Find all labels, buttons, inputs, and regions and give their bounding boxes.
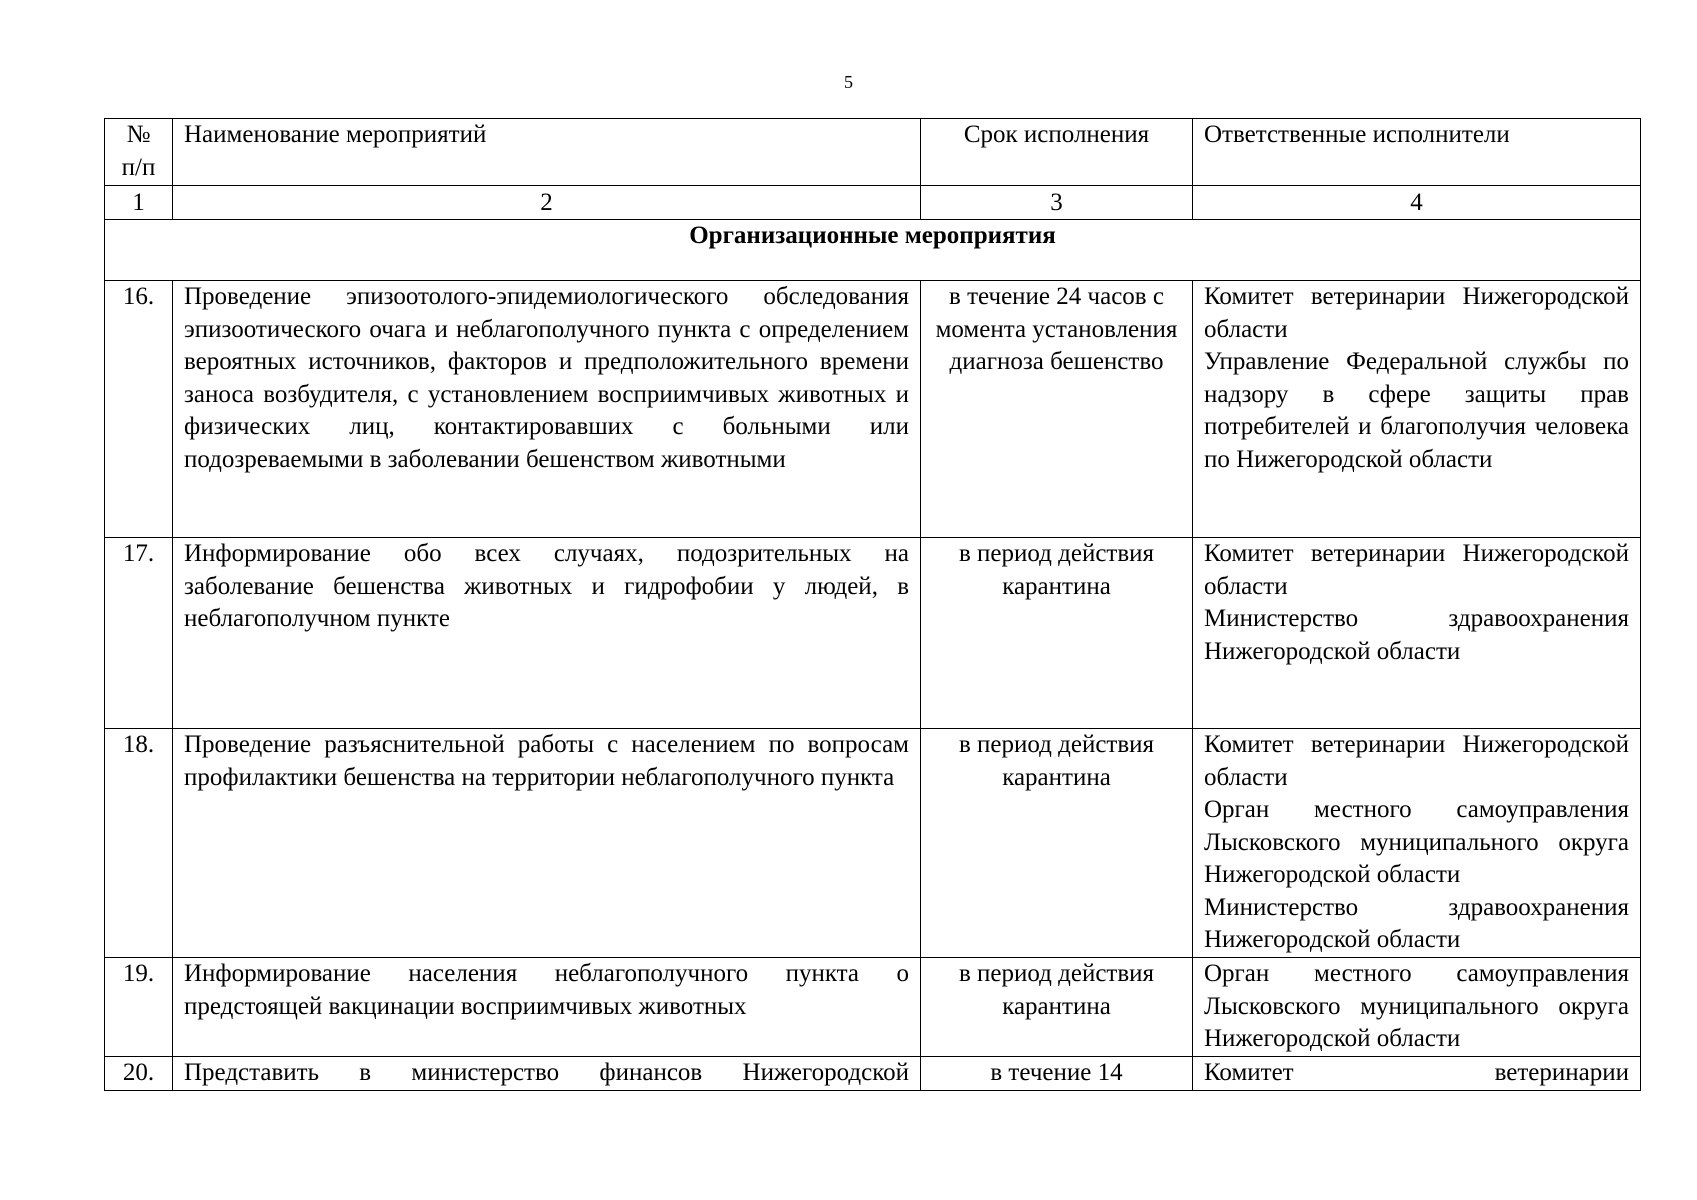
row-number: 19.	[105, 958, 173, 1057]
responsible-entry: Министерство здравоохранения Нижегородской области	[1204, 893, 1629, 953]
responsible-entry: Орган местного самоуправления Лысковского муниципального округа Нижегородской области	[1204, 960, 1629, 1052]
measure-term: в период действия карантина	[921, 958, 1193, 1057]
responsible-entry: Управление Федеральной службы по надзору в сфере защиты прав потребителей и благополучия человека по Нижегородской области	[1204, 348, 1629, 473]
column-number: 3	[921, 186, 1193, 220]
responsible-entry: Министерство здравоохранения Нижегородской области	[1204, 605, 1629, 665]
measure-responsible	[1193, 729, 1641, 958]
section-row	[105, 220, 1641, 281]
header-name: Наименование мероприятий	[173, 119, 921, 186]
row-number: 18.	[105, 729, 173, 958]
row-number: 17.	[105, 538, 173, 729]
measure-term: в период действия карантина	[921, 538, 1193, 729]
table-row	[105, 729, 1641, 958]
column-number: 2	[173, 186, 921, 220]
page-number: 5	[844, 72, 853, 92]
table-row	[105, 538, 1641, 729]
measure-name: Проведение разъяснительной работы с населением по вопросам профилактики бешенства на территории неблагополучного пункта	[173, 729, 921, 958]
measure-name: Представить в министерство финансов Нижегородской	[173, 1056, 921, 1090]
header-responsible: Ответственные исполнители	[1193, 119, 1641, 186]
column-numbers-row	[105, 186, 1641, 220]
header-num: № п/п	[105, 119, 173, 186]
table-row	[105, 281, 1641, 538]
header-term: Срок исполнения	[921, 119, 1193, 186]
measure-name: Информирование населения неблагополучного пункта о предстоящей вакцинации восприимчивых животных	[173, 958, 921, 1057]
section-title: Организационные мероприятия	[105, 220, 1641, 281]
measure-term: в течение 24 часов с момента установления диагноза бешенство	[921, 281, 1193, 538]
measure-responsible	[1193, 958, 1641, 1057]
measures-table	[104, 118, 1641, 1091]
column-number: 4	[1193, 186, 1641, 220]
responsible-entry: Комитет ветеринарии Нижегородской области	[1204, 731, 1629, 791]
measure-responsible	[1193, 1056, 1641, 1090]
responsible-entry: Комитет ветеринарии	[1204, 1058, 1629, 1086]
row-number: 20.	[105, 1056, 173, 1090]
measure-term: в период действия карантина	[921, 729, 1193, 958]
table-row	[105, 1056, 1641, 1090]
table-header-row	[105, 119, 1641, 186]
column-number: 1	[105, 186, 173, 220]
responsible-entry: Комитет ветеринарии Нижегородской области	[1204, 283, 1629, 343]
measure-name: Проведение эпизоотолого-эпидемиологического обследования эпизоотического очага и неблагополучного пункта с определением вероятных источников, факторов и предположительного времени заноса возбудителя, с установлением восприимчивых животных и физических лиц, контактировавших с больными или подозреваемыми в заболевании бешенством животными	[173, 281, 921, 538]
responsible-entry: Орган местного самоуправления Лысковского муниципального округа Нижегородской области	[1204, 796, 1629, 888]
table-row	[105, 958, 1641, 1057]
row-number: 16.	[105, 281, 173, 538]
measure-term: в течение 14	[921, 1056, 1193, 1090]
measure-name: Информирование обо всех случаях, подозрительных на заболевание бешенства животных и гидрофобии у людей, в неблагополучном пункте	[173, 538, 921, 729]
responsible-entry: Комитет ветеринарии Нижегородской области	[1204, 540, 1629, 600]
measure-responsible	[1193, 538, 1641, 729]
measure-responsible	[1193, 281, 1641, 538]
